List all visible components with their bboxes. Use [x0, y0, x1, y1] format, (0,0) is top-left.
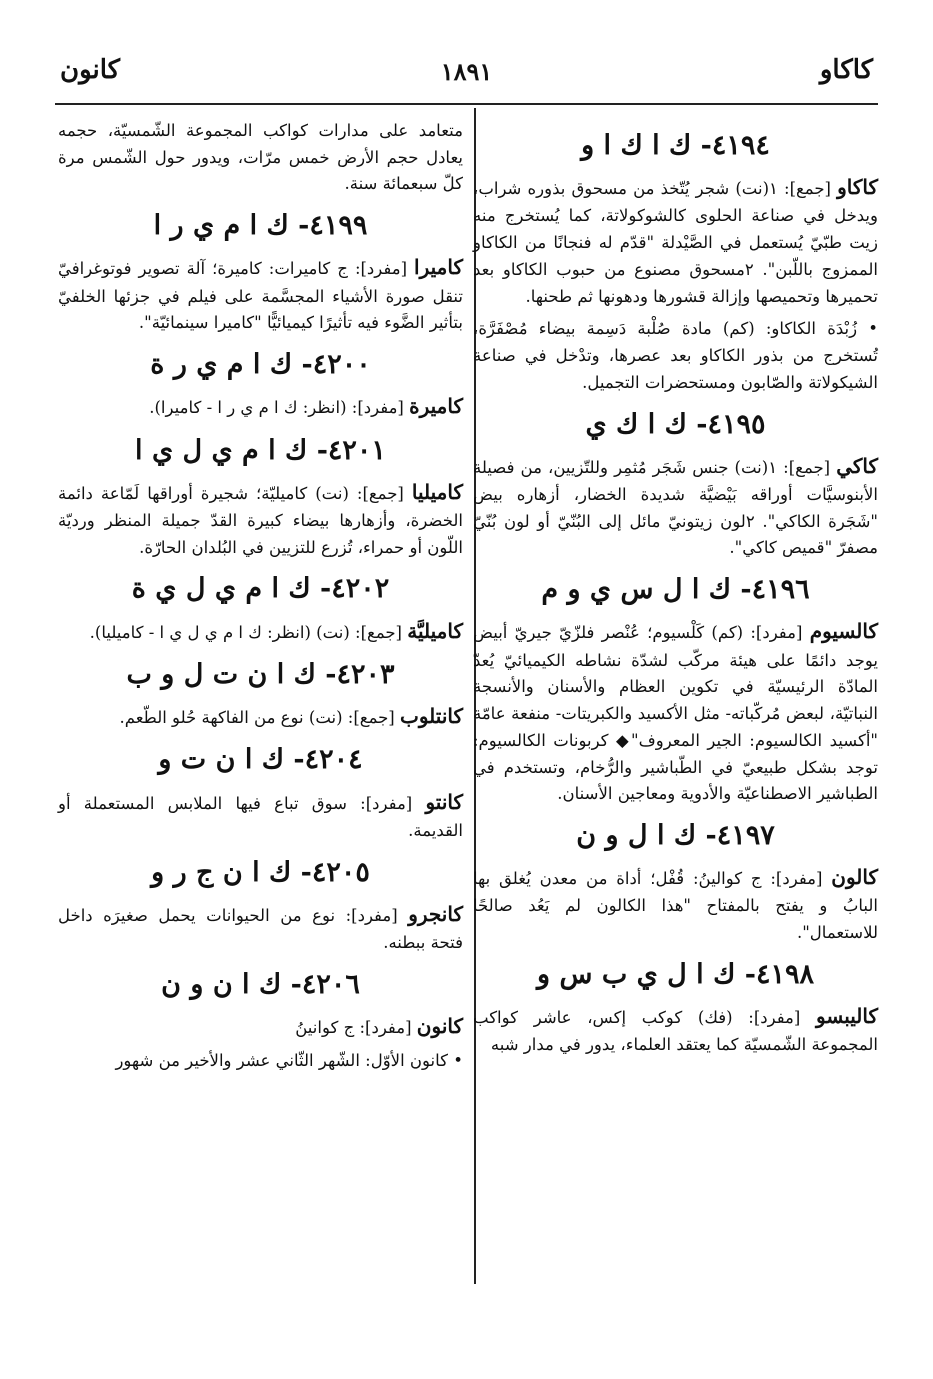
- entry-headword: كاميليَّة: [407, 618, 463, 643]
- entry-headword: كانتو: [425, 789, 464, 814]
- entry-headword: كالون: [831, 865, 878, 890]
- entry-headword: كانتلوب: [400, 704, 463, 729]
- entry-headword: كاميرا: [414, 255, 463, 280]
- entry-heading: ٤٢٠١- ك ا م ي ل ي ا: [135, 434, 386, 466]
- entry-heading: ٤١٩٥- ك ا ك ي: [585, 408, 766, 440]
- entry-heading: ٤١٩٤- ك ا ك ا و: [581, 130, 770, 161]
- entry-4194: [473, 128, 878, 397]
- entry-4203: [58, 657, 463, 732]
- entry-headword: كالسيوم: [809, 619, 878, 644]
- entry-definition: [58, 700, 463, 732]
- entry-heading: ٤٢٠٤- ك ا ن ت و: [158, 744, 363, 776]
- entry-4196: [473, 572, 878, 808]
- entry-headword: كاكي: [836, 453, 879, 478]
- header-last-word: كانون: [60, 55, 121, 85]
- entry-definition: [473, 1000, 878, 1059]
- entry-headword: كانجرو: [408, 901, 463, 926]
- entry-definition: [58, 390, 463, 422]
- entry-definition: [58, 1010, 463, 1042]
- entry-body: [مفرد]: (فك) كوكب إكس، عاشر كواكب المجموعة الشّمسيّة كما يعتقد العلماء، يدور في مدار شبه: [473, 1007, 878, 1055]
- entry-heading: ٤٢٠٦- ك ا ن و ن: [161, 968, 360, 1000]
- running-header: [60, 55, 873, 95]
- entry-headword: كاكاو: [837, 175, 878, 200]
- header-first-word: كاكاو: [819, 55, 873, 85]
- entry-4201: [58, 433, 463, 562]
- entry-definition: [58, 476, 463, 562]
- entry-heading: ٤٢٠٣- ك ا ن ت ل و ب: [126, 658, 395, 690]
- entry-heading: ٤١٩٧- ك ا ل و ن: [576, 819, 775, 851]
- entry-headword: كاليبسو: [816, 1003, 878, 1028]
- entry-heading: ٤١٩٦- ك ا ل س ي و م: [541, 574, 810, 606]
- entry-heading: ٤٢٠٥- ك ا ن ج ر و: [151, 856, 370, 888]
- entry-body: [جمع]: (نت) كاميليّة؛ شجيرة أوراقها لَمّاعة دائمة الخضرة، وأزهارها بيضاء كبيرة القدّ جميلة المنظر ورديّة اللّون أو حمراء، تُزرع للتزيين في البُلدان الحارّة.: [58, 483, 463, 557]
- entry-4199: [58, 208, 463, 337]
- entry-heading: ٤١٩٩- ك ا م ي ر ا: [153, 210, 368, 242]
- entry-4197: [473, 818, 878, 947]
- entry-body: [جمع]: (نت) (انظر: ك ا م ي ل ي ا - كاميليا).: [89, 622, 402, 642]
- entry-body: [مفرد]: (كم) كَلْسيوم؛ عُنْصر فلزّيّ جيريّ أبيض يوجد دائمًا على هيئة مركّب لشدّة نشاطه الكيميائيّ يُعدّ المادّة الرئيسيّة في تكوين العظام والأسنان والأنسجة النباتيّة، لبعض مُركّباته- مثل الأكسيد والكبريتات- منفعة عامّة "أكسيد الكالسيوم: الجير المعروف"◆ كربونات الكالسيوم: توجد بشكل طبيعيّ في الطّباشير والرُّخام، وتستخدم في الطباشير الاصطناعيّة والأدوية ومعاجين الأسنان.: [473, 623, 878, 804]
- entry-definition: [58, 251, 463, 337]
- entry-4205: [58, 855, 463, 957]
- entry-body: [مفرد]: ج كوالينُ: قُفْل؛ أداة من معدن يُغلق بها البابُ و يفتح بالمفتاح "هذا الكالون لم يَعُد صالحًا للاستعمال".: [473, 869, 878, 943]
- entry-body: [جمع]: ١(نت) شجر يُتّخذ من مسحوق بذوره شراب، ويدخل في صناعة الحلوى كالشوكولاتة، كما يُستخرج منه زيت طبّيّ يُستعمل في الصَّيْدلة "قدّم له فنجانًا من الكاكاو الممزوج باللّبن". ٢مسحوق مصنوع من حبوب الكاكاو بعد تحميرها وتحميصها وإزالة قشورها ودهونها ثم طحنها.: [473, 179, 879, 306]
- left-column: [58, 118, 463, 1081]
- entry-body: [جمع]: ١(نت) جنس شَجَر مُثمِر وللتّزيين، من فصيلة الأبنوسيَّات أوراقه بَيْضيَّة شديدة الخضار، أزهاره بيض "شَجَرة الكاكي". ٢لون زيتونيّ مائل إلى البُنّيّ أو لون بُنّيّ مصفرّ "قميص كاكي".: [473, 457, 878, 558]
- page-number: ١٨٩١: [440, 57, 493, 86]
- entry-definition: [58, 898, 463, 957]
- entry-4198: [473, 957, 878, 1059]
- entry-subentry: • كانون الأوّل: الشّهر الثّاني عشر والأخير من شهور: [115, 1051, 463, 1071]
- entry-headword: كانون: [416, 1013, 463, 1038]
- entry-body: [مفرد]: ج كوانينُ: [295, 1017, 412, 1037]
- entry-definition: [58, 615, 463, 647]
- entry-body: [مفرد]: سوق تباع فيها الملابس المستعملة أو القديمة.: [58, 793, 463, 840]
- entry-definition: [58, 786, 463, 845]
- entry-definition: [473, 171, 878, 310]
- header-rule: [55, 103, 878, 105]
- entry-definition: [473, 615, 878, 808]
- entry-4195: [473, 407, 878, 563]
- entry-body: [مفرد]: نوع من الحيوانات يحمل صغيرَه داخل فتحة ببطنه.: [58, 905, 463, 953]
- entry-headword: كاميليا: [411, 479, 463, 504]
- entry-body: [مفرد]: (انظر: ك ا م ي ر ا - كاميرا).: [149, 398, 404, 418]
- entry-heading: ٤١٩٨- ك ا ل ي ب س و: [537, 958, 814, 990]
- entry-4206: [58, 967, 463, 1075]
- entry-4200: [58, 347, 463, 422]
- entry-subentry: • زُبْدَة الكاكاو: (كم) مادة صُلْبة دَسِمة بيضاء مُصْفَرَّة، تُستخرج من بذور الكاكاو بعد عصرها، وتدْخل في صناعة الشيكولاتة والصّابون ومستحضرات التجميل.: [473, 319, 878, 392]
- entry-body: [مفرد]: ج كاميرات: كاميرة؛ آلة تصوير فوتوغرافيّ تنقل صورة الأشياء المجسَّمة على فيلم في جزئها الخلفيّ بتأثير الضَّوء فيه تأثيرًا كيميائيًّا "كاميرا سينمائيّة".: [58, 259, 463, 333]
- entry-headword: كاميرة: [409, 394, 463, 419]
- entry-body: [جمع]: (نت) نوع من الفاكهة حُلو الطّعم.: [119, 708, 395, 728]
- entry-heading: ٤٢٠٠- ك ا م ي ر ة: [150, 349, 371, 381]
- entry-definition: [473, 861, 878, 947]
- entry-4202: [58, 571, 463, 646]
- right-column: [473, 118, 878, 1065]
- entry-definition: [473, 450, 878, 563]
- entry-4204: [58, 742, 463, 844]
- entry-heading: ٤٢٠٢- ك ا م ي ل ي ة: [131, 573, 390, 605]
- continued-text: متعامد على مدارات كواكب المجموعة الشّمسيّة، حجمه يعادل حجم الأرض خمس مرّات، ويدور حول الشّمس مرة كلّ سبعمائة سنة.: [58, 121, 463, 194]
